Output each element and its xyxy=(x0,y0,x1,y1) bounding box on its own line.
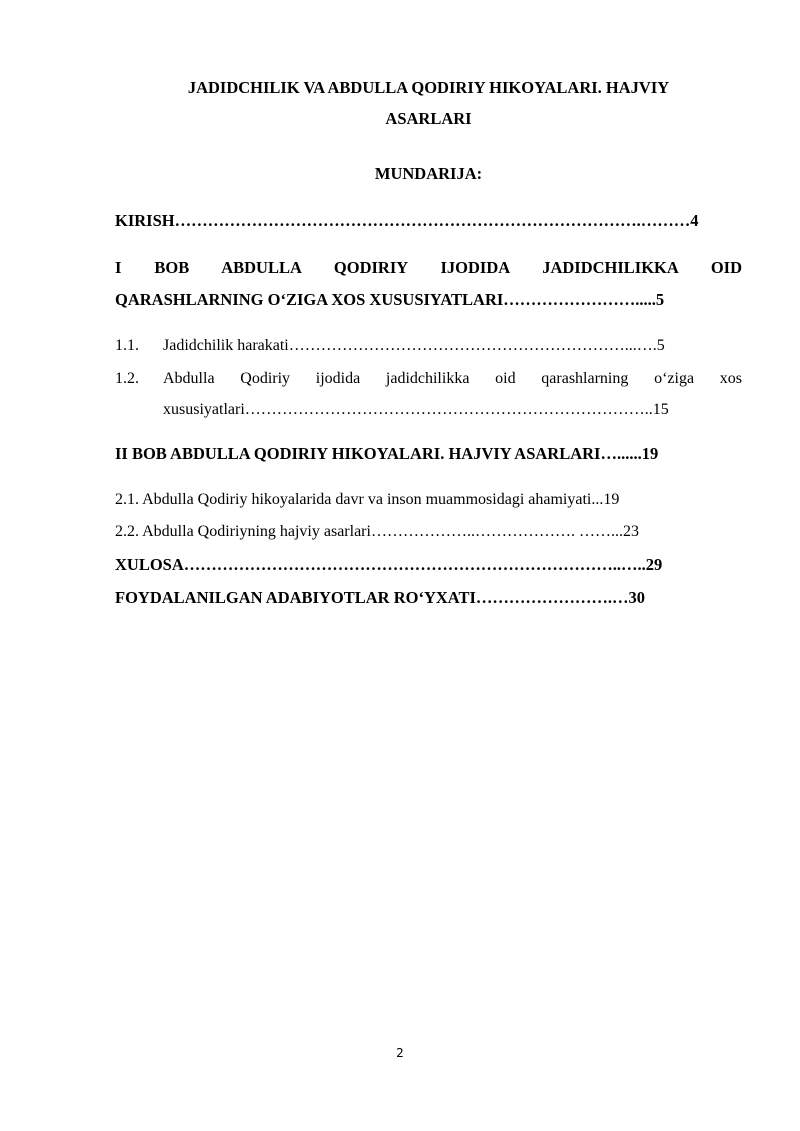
toc-entry-1-2-line2: xususiyatlari…………………………………………………………………..15 xyxy=(163,401,669,418)
toc-entry-2-2 xyxy=(115,518,742,546)
toc-entry-1-2-number: 1.2. xyxy=(115,370,139,387)
title-line-2: ASARLARI xyxy=(385,109,472,128)
page-number: 2 xyxy=(396,1046,404,1060)
toc-entry-1-1 xyxy=(115,332,742,360)
title-line-1: JADIDCHILIK VA ABDULLA QODIRIY HIKOYALARI. HAJVIY xyxy=(187,78,670,97)
toc-entry-1-2-line1: Abdulla Qodiriy ijodida jadidchilikka oid qarashlarning o‘ziga xos xyxy=(163,370,742,387)
toc-entry-1-1-number: 1.1. xyxy=(115,337,139,354)
toc-entry-bob1-line2: QARASHLARNING O‘ZIGA XOS XUSUSIYATLARI…………………….....5 xyxy=(115,290,665,309)
toc-entry-foydalanilgan-text: FOYDALANILGAN ADABIYOTLAR RO‘YXATI…………………….…30 xyxy=(115,588,646,607)
toc-entry-bob2-text: II BOB ABDULLA QODIRIY HIKOYALARI. HAJVIY ASARLARI…......19 xyxy=(115,444,659,463)
toc-entry-xulosa xyxy=(115,551,742,579)
toc-entry-bob1-line1: I BOB ABDULLA QODIRIY IJODIDA JADIDCHILIKKA OID xyxy=(115,258,742,277)
toc-entry-1-1-text: Jadidchilik harakati………………………………………………………...….5 xyxy=(163,337,665,354)
document-title xyxy=(115,72,742,134)
toc-entry-kirish xyxy=(115,207,742,235)
toc-entry-2-1-text: 2.1. Abdulla Qodiriy hikoyalarida davr va inson muammosidagi ahamiyati...19 xyxy=(115,491,620,508)
toc-entry-bob1 xyxy=(115,252,742,316)
toc-heading: MUNDARIJA: xyxy=(374,164,483,183)
toc-entry-bob2 xyxy=(115,440,742,468)
toc-entry-foydalanilgan xyxy=(115,584,742,612)
toc-entry-2-1 xyxy=(115,486,742,514)
toc-entry-kirish-text: KIRISH………………………………………………………………………….………4 xyxy=(115,211,699,230)
toc-entry-1-2 xyxy=(115,363,742,425)
toc-entry-xulosa-text: XULOSA……………………………………………………………………..…..29 xyxy=(115,555,663,574)
toc-entry-2-2-text: 2.2. Abdulla Qodiriyning hajviy asarlari………………..………………. ……...23 xyxy=(115,523,639,540)
